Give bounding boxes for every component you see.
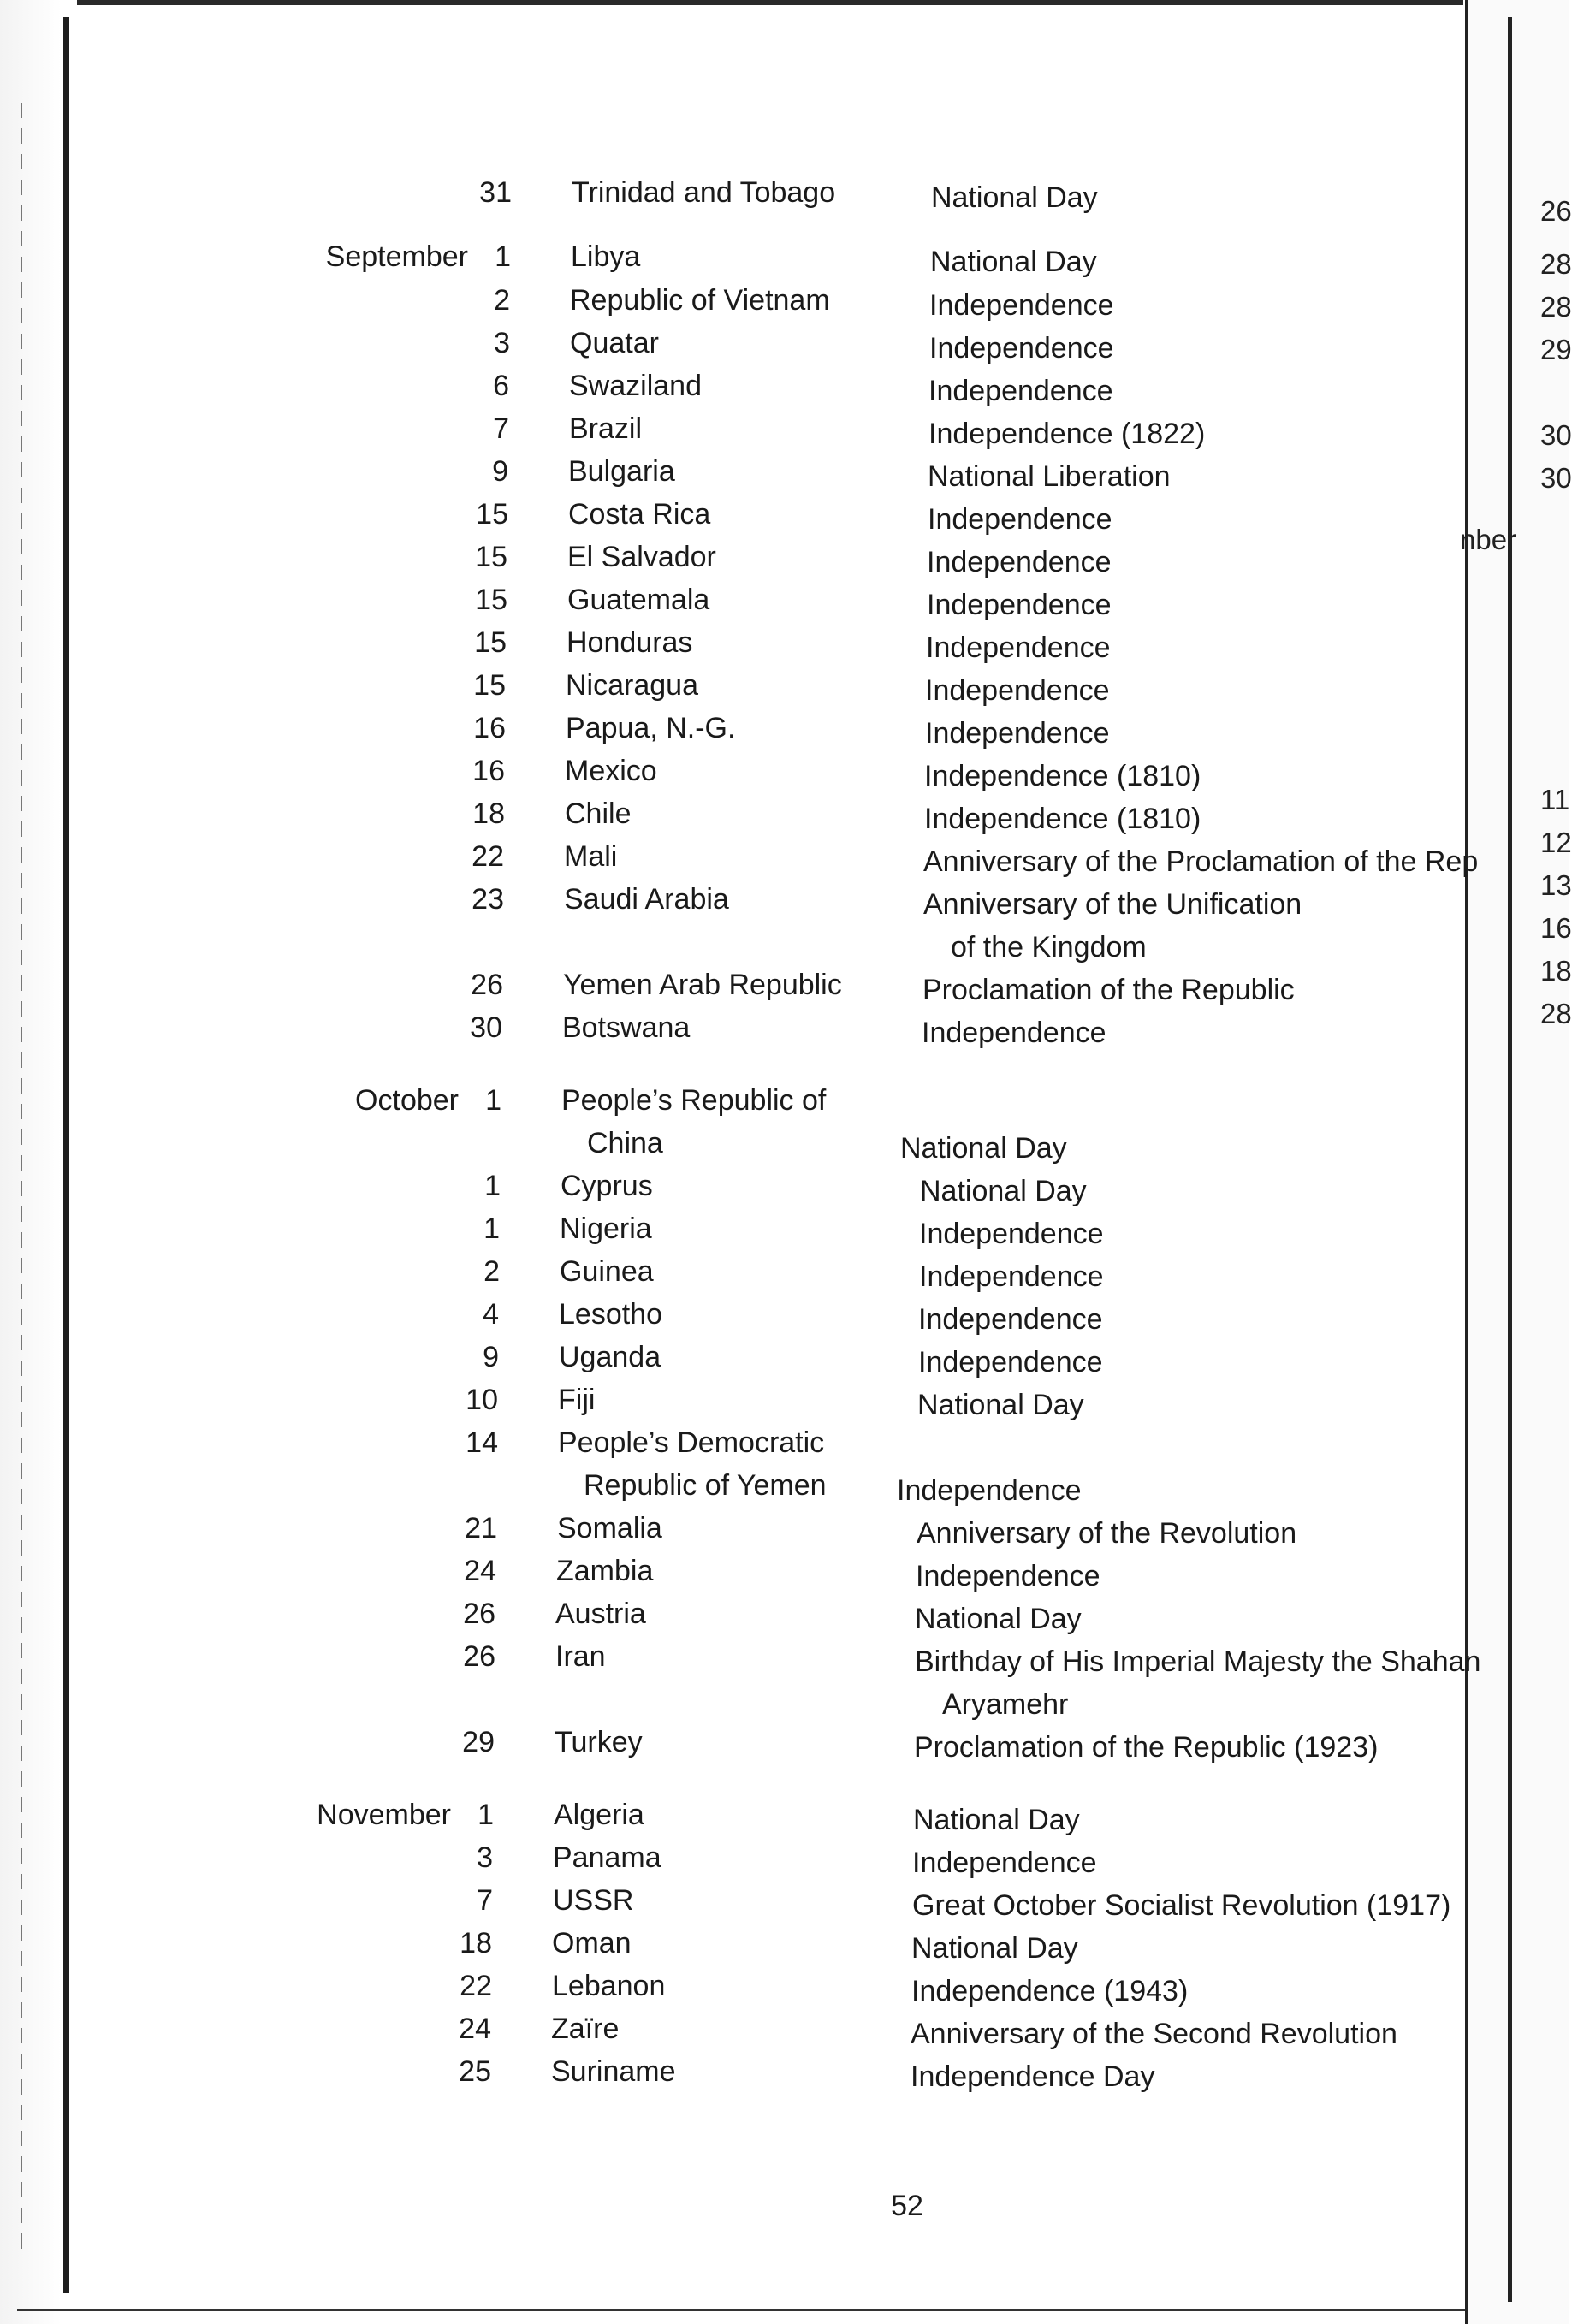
entry-country: Suriname bbox=[551, 2055, 676, 2088]
entry-occasion: National Day bbox=[920, 1175, 1087, 1207]
entry-country: Libya bbox=[571, 240, 641, 273]
entry-day: 29 bbox=[462, 1726, 495, 1758]
entry-country: Algeria bbox=[554, 1799, 644, 1831]
entry-day: 24 bbox=[464, 1555, 496, 1587]
entry-occasion: Independence (1810) bbox=[924, 803, 1201, 835]
entry-country: Zaïre bbox=[551, 2013, 620, 2045]
facing-page-fragment: 29 bbox=[1540, 334, 1572, 365]
entry-occasion: Independence (1810) bbox=[924, 760, 1201, 792]
entry-country: People’s Democratic bbox=[558, 1426, 825, 1459]
entry-country: Nigeria bbox=[560, 1212, 652, 1245]
facing-page-fragment: 28 bbox=[1540, 291, 1572, 323]
entry-day: 15 bbox=[473, 669, 506, 702]
entry-occasion: Independence bbox=[929, 289, 1114, 322]
entry-day: 16 bbox=[473, 712, 506, 744]
page-number: 52 bbox=[891, 2190, 923, 2222]
entry-country: Brazil bbox=[569, 412, 643, 445]
entry-occasion: Independence bbox=[922, 1017, 1106, 1049]
entry-day: 31 bbox=[479, 176, 512, 209]
entry-country: Quatar bbox=[570, 327, 659, 359]
entry-occasion: Anniversary of the Revolution bbox=[917, 1517, 1297, 1550]
entry-occasion: Independence bbox=[918, 1303, 1103, 1336]
entry-country: Fiji bbox=[558, 1384, 596, 1416]
entry-day: 7 bbox=[477, 1884, 493, 1917]
facing-page-fragment: nber bbox=[1460, 524, 1517, 555]
entry-day: 3 bbox=[494, 327, 510, 359]
entry-day: 1 bbox=[478, 1799, 494, 1831]
entry-occasion: Independence (1943) bbox=[911, 1975, 1189, 2007]
entry-occasion: Independence bbox=[912, 1847, 1097, 1879]
entry-occasion: Independence bbox=[916, 1560, 1100, 1592]
entry-country: Yemen Arab Republic bbox=[563, 969, 842, 1001]
entry-day: 7 bbox=[493, 412, 509, 445]
entry-country: USSR bbox=[553, 1884, 634, 1917]
entry-day: 15 bbox=[474, 626, 507, 659]
entry-day: 6 bbox=[493, 370, 509, 402]
entry-occasion: National Day bbox=[931, 181, 1098, 214]
entry-occasion: Independence bbox=[925, 674, 1110, 707]
entry-occasion: Anniversary of the Unification bbox=[923, 888, 1302, 921]
entry-occasion: Proclamation of the Republic bbox=[922, 974, 1295, 1006]
entry-day: 1 bbox=[485, 1084, 501, 1117]
entry-day: 30 bbox=[470, 1011, 502, 1044]
facing-page-fragment: 13 bbox=[1540, 869, 1572, 901]
entry-country: Oman bbox=[552, 1927, 632, 1959]
entry-country: Mexico bbox=[565, 755, 657, 787]
entry-occasion: Great October Socialist Revolution (1917) bbox=[912, 1889, 1451, 1922]
entry-occasion: Independence bbox=[928, 375, 1113, 407]
entry-month: September bbox=[325, 240, 468, 273]
entry-occasion: Independence bbox=[927, 546, 1112, 578]
entry-day: 9 bbox=[483, 1341, 499, 1373]
entry-day: 14 bbox=[466, 1426, 498, 1459]
entry-day: 18 bbox=[460, 1927, 492, 1959]
entry-country: Republic of Vietnam bbox=[570, 284, 830, 317]
facing-page-fragment: 26 bbox=[1540, 195, 1572, 227]
entry-occasion: Proclamation of the Republic (1923) bbox=[914, 1731, 1379, 1764]
entry-day: 21 bbox=[465, 1512, 497, 1544]
entry-country: Saudi Arabia bbox=[564, 883, 729, 916]
entry-country: Lesotho bbox=[559, 1298, 662, 1331]
entry-day: 26 bbox=[471, 969, 503, 1001]
entry-day: 15 bbox=[475, 541, 507, 573]
entry-country: Iran bbox=[555, 1640, 606, 1673]
entry-country: Bulgaria bbox=[568, 455, 675, 488]
entry-day: 16 bbox=[472, 755, 505, 787]
entry-month: November bbox=[317, 1799, 451, 1831]
entry-country: Uganda bbox=[559, 1341, 661, 1373]
entry-day: 1 bbox=[495, 240, 511, 273]
entry-occasion: Independence bbox=[897, 1474, 1082, 1507]
facing-page-fragment: 11 bbox=[1540, 784, 1570, 815]
facing-page-fragment: 18 bbox=[1540, 955, 1572, 987]
facing-page-fragment: 30 bbox=[1540, 462, 1572, 494]
entry-country: Guinea bbox=[560, 1255, 654, 1288]
entry-day: 4 bbox=[483, 1298, 499, 1331]
left-spine-edge bbox=[63, 17, 69, 2293]
entry-country: Lebanon bbox=[552, 1970, 666, 2002]
entry-occasion: National Day bbox=[913, 1804, 1080, 1836]
entry-country: Mali bbox=[564, 840, 618, 873]
entry-occasion: National Day bbox=[917, 1389, 1084, 1421]
entry-country: Swaziland bbox=[569, 370, 702, 402]
entry-occasion: Independence Day bbox=[911, 2060, 1155, 2093]
entry-occasion: Independence bbox=[919, 1218, 1104, 1250]
entry-country: Papua, N.-G. bbox=[566, 712, 736, 744]
entry-occasion-continued: Aryamehr bbox=[942, 1688, 1069, 1721]
entry-occasion: National Liberation bbox=[928, 460, 1171, 493]
entry-country: People’s Republic of bbox=[561, 1084, 827, 1117]
entry-country: Guatemala bbox=[567, 584, 710, 616]
top-page-edge bbox=[77, 0, 1463, 5]
entry-occasion: Independence bbox=[919, 1260, 1104, 1293]
entry-day: 9 bbox=[492, 455, 508, 488]
entry-day: 24 bbox=[459, 2013, 491, 2045]
entry-country: Panama bbox=[553, 1841, 661, 1874]
entry-day: 22 bbox=[472, 840, 504, 873]
entry-country-continued: Republic of Yemen bbox=[584, 1469, 827, 1502]
entry-day: 22 bbox=[460, 1970, 492, 2002]
entry-occasion: Anniversary of the Second Revolution bbox=[911, 2018, 1397, 2050]
entry-day: 2 bbox=[494, 284, 510, 317]
left-binding-shadow bbox=[0, 0, 103, 2324]
entry-occasion: National Day bbox=[900, 1132, 1067, 1165]
facing-page-fragment: 28 bbox=[1540, 998, 1572, 1029]
facing-page-fragment: 30 bbox=[1540, 419, 1572, 451]
bottom-page-edge bbox=[17, 2309, 1523, 2311]
entry-occasion: National Day bbox=[930, 246, 1097, 278]
entry-day: 26 bbox=[463, 1598, 495, 1630]
entry-occasion: Independence bbox=[925, 717, 1110, 750]
entry-country: El Salvador bbox=[567, 541, 716, 573]
entry-day: 26 bbox=[463, 1640, 495, 1673]
entry-day: 15 bbox=[476, 498, 508, 531]
entry-occasion: Birthday of His Imperial Majesty the Shahan bbox=[915, 1645, 1481, 1678]
entry-country: Austria bbox=[555, 1598, 646, 1630]
entry-country: Nicaragua bbox=[566, 669, 698, 702]
entry-country: Somalia bbox=[557, 1512, 662, 1544]
entry-country: Chile bbox=[565, 797, 632, 830]
entry-day: 10 bbox=[466, 1384, 498, 1416]
entry-occasion: National Day bbox=[911, 1932, 1078, 1965]
entry-occasion: Independence (1822) bbox=[928, 418, 1206, 450]
entry-day: 3 bbox=[477, 1841, 493, 1874]
entry-country: Zambia bbox=[556, 1555, 654, 1587]
entry-occasion: Independence bbox=[928, 503, 1112, 536]
entry-month: October bbox=[355, 1084, 459, 1117]
entry-day: 23 bbox=[472, 883, 504, 916]
facing-page-fragment: 16 bbox=[1540, 912, 1572, 944]
entry-occasion: Independence bbox=[918, 1346, 1103, 1378]
entry-occasion: National Day bbox=[915, 1603, 1082, 1635]
entry-country: Turkey bbox=[555, 1726, 643, 1758]
entry-occasion: Independence bbox=[929, 332, 1114, 365]
entry-country: Trinidad and Tobago bbox=[572, 176, 836, 209]
entry-country: Honduras bbox=[567, 626, 693, 659]
facing-page-fragment: 28 bbox=[1540, 248, 1572, 280]
entry-occasion: Independence bbox=[926, 631, 1111, 664]
entry-day: 15 bbox=[475, 584, 507, 616]
facing-page-fragment: 12 bbox=[1540, 827, 1572, 858]
entry-day: 2 bbox=[483, 1255, 500, 1288]
entry-day: 18 bbox=[472, 797, 505, 830]
entry-occasion-continued: of the Kingdom bbox=[951, 931, 1147, 963]
entry-day: 1 bbox=[484, 1170, 501, 1202]
entry-country: Costa Rica bbox=[568, 498, 711, 531]
entry-day: 1 bbox=[483, 1212, 500, 1245]
entry-day: 25 bbox=[459, 2055, 491, 2088]
left-spine-texture bbox=[21, 103, 22, 2259]
entry-country: Botswana bbox=[562, 1011, 691, 1044]
entry-occasion: Independence bbox=[927, 589, 1112, 621]
entry-country: Cyprus bbox=[561, 1170, 653, 1202]
entry-country-continued: China bbox=[587, 1127, 663, 1159]
entry-occasion: Anniversary of the Proclamation of the Rep bbox=[923, 845, 1479, 878]
